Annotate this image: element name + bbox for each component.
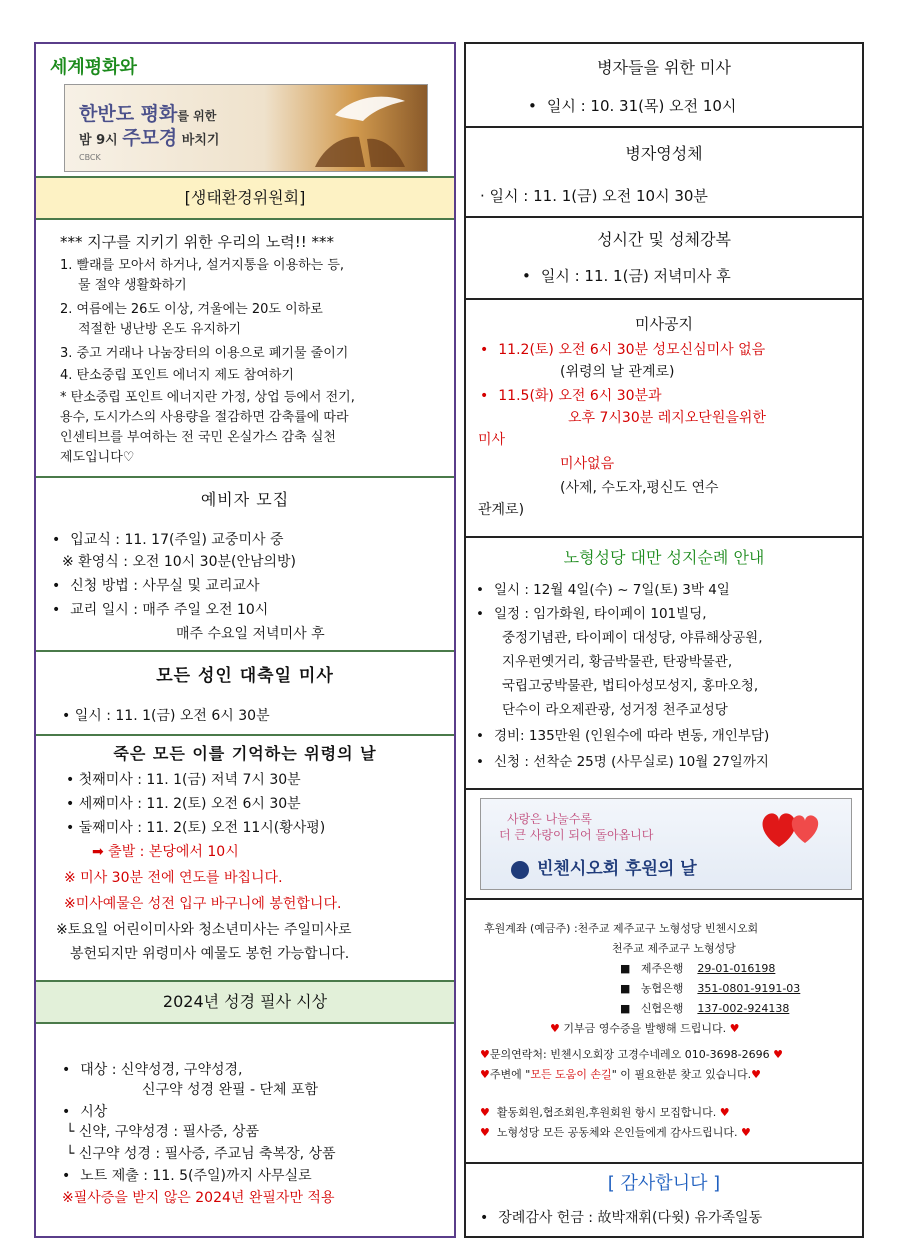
donation-account-holder: 후원계좌 (예금주) :천주교 제주교구 노형성당 빈첸시오회	[484, 922, 759, 935]
eco-item-1b: 물 절약 생활화하기	[78, 278, 187, 293]
alldead-note-4: 봉헌되지만 위령미사 예물도 봉헌 가능합니다.	[70, 946, 350, 962]
alldead-first-mass: • 첫째미사 : 11. 1(금) 저녁 7시 30분	[66, 772, 301, 788]
pilgrimage-cost: • 경비: 135만원 (인원수에 따라 변동, 개인부담)	[476, 726, 769, 746]
banner-time: 밤 9시	[79, 133, 123, 148]
hearts-icon	[757, 807, 827, 851]
donation-bank-1: ■ 제주은행 29-01-016198	[620, 962, 776, 975]
eco-note-2: 용수, 도시가스의 사용량을 절감하면 감축률에 따라	[60, 410, 349, 425]
alldead-section	[36, 736, 454, 982]
eco-section	[36, 220, 454, 478]
pilgrimage-dates: • 일시 : 12월 4일(수) ~ 7일(토) 3박 4일	[476, 580, 730, 600]
heart-icon: ♥	[480, 1048, 490, 1061]
alldead-third-mass: • 세째미사 : 11. 2(토) 오전 6시 30분	[66, 796, 301, 812]
heart-icon: ♥	[773, 1048, 784, 1061]
thanks-funeral: • 장례감사 헌금 : 故박재휘(다윗) 유가족일동	[480, 1208, 762, 1228]
pilgrimage-itinerary-4: 국립고궁박물관, 법티아성모성지, 홍마오청,	[502, 678, 759, 694]
heart-icon: ♥	[550, 1022, 560, 1035]
pilgrimage-apply: • 신청 : 선착순 25명 (사무실로) 10월 27일까지	[476, 752, 769, 772]
donation-receipt	[550, 1020, 740, 1038]
eco-header-band	[36, 178, 454, 220]
heart-icon: ♥	[480, 1106, 490, 1119]
thanks-section	[466, 1164, 862, 1236]
catechumen-title: 예비자 모집	[200, 490, 290, 509]
notice-line-2: (위령의 날 관계로)	[560, 364, 675, 380]
eco-title: *** 지구를 지키기 위한 우리의 노력!! ***	[60, 233, 335, 251]
allsaints-title: 모든 성인 대축일 미사	[156, 666, 334, 686]
alldead-note-3: ※토요일 어린이미사와 청소년미사는 주일미사로	[56, 922, 352, 938]
bible-target-2: 신구약 성경 완필 - 단체 포함	[142, 1082, 319, 1098]
banner-peace-suffix: 를 위한	[177, 109, 217, 123]
notice-line-5: 미사	[478, 432, 506, 448]
bible-note: ※필사증을 받지 않은 2024년 완필자만 적용	[62, 1190, 335, 1206]
peace-section	[36, 44, 454, 178]
vincent-banner-line1: 사랑은 나눌수록	[507, 812, 592, 826]
banner-prayer: 주모경	[122, 127, 178, 149]
contact-text: 문의연락처: 빈첸시오회장 고경수네레오 010-3698-2696	[489, 1048, 770, 1061]
dove-hands-icon	[295, 91, 415, 167]
notice-line-4: 오후 7시30분 레지오단원을위한	[568, 410, 766, 426]
sick-mass-section	[466, 44, 862, 128]
members-text: 활동회원,협조회원,후원회원 항시 모집합니다.	[496, 1106, 717, 1119]
peace-banner	[64, 84, 428, 172]
help-text-c: " 이 필요한분 찾고 있습니다.	[611, 1068, 752, 1081]
mass-notice-title: 미사공지	[635, 315, 693, 333]
vincent-banner-section	[466, 790, 862, 900]
bible-header-band	[36, 982, 454, 1024]
eco-note-1: * 탄소중립 포인트 에너지란 가정, 상업 등에서 전기,	[60, 390, 355, 405]
catechumen-welcome: ※ 환영식 : 오전 10시 30분(안남의방)	[62, 554, 297, 570]
help-text-a: 주변에 "	[489, 1068, 531, 1081]
donation-bank-3: ■ 신협은행 137-002-924138	[620, 1002, 790, 1015]
notice-line-3: • 11.5(화) 오전 6시 30분과	[480, 386, 662, 406]
heart-icon: ♥	[719, 1106, 730, 1119]
bank-3-number: 137-002-924138	[697, 1002, 790, 1015]
left-column	[34, 42, 456, 1238]
sick-mass-title: 병자들을 위한 미사	[597, 58, 731, 77]
thanks-title: [ 감사합니다 ]	[607, 1173, 721, 1194]
pilgrimage-itinerary-2: 중정기념관, 타이페이 대성당, 야류해상공원,	[502, 630, 763, 646]
bank-1-name: 제주은행	[640, 962, 684, 975]
pilgrimage-itinerary: • 일정 : 임가화원, 타이페이 101빌딩,	[476, 604, 707, 624]
eco-item-3: 3. 중고 거래나 나눔장터의 이용으로 폐기물 줄이기	[60, 346, 349, 361]
catechumen-section	[36, 478, 454, 652]
catechumen-apply: • 신청 방법 : 사무실 및 교리교사	[52, 576, 260, 596]
allsaints-section	[36, 652, 454, 736]
heart-icon: ♥	[751, 1068, 761, 1081]
sick-communion-title: 병자영성체	[625, 144, 703, 163]
donation-bank-2: ■ 농협은행 351-0801-9191-03	[620, 982, 801, 995]
heart-icon: ♥	[741, 1126, 751, 1139]
help-text-b: 모든 도움이 손길	[530, 1068, 612, 1081]
eco-item-2b: 적절한 냉난방 온도 유지하기	[78, 322, 242, 337]
bible-target: • 대상 : 신약성경, 구약성경,	[62, 1060, 242, 1080]
allsaints-time: • 일시 : 11. 1(금) 오전 6시 30분	[62, 708, 270, 724]
receipt-text: 기부금 영수증을 발행해 드립니다.	[563, 1022, 727, 1035]
eco-item-2: 2. 여름에는 26도 이상, 겨울에는 20도 이하로	[60, 302, 323, 317]
vincent-logo-icon	[511, 861, 529, 879]
pilgrimage-title: 노형성당 대만 성지순례 안내	[563, 548, 765, 567]
heart-icon: ♥	[480, 1068, 490, 1081]
notice-line-7: (사제, 수도자,평신도 연수	[560, 480, 719, 496]
right-column	[464, 42, 864, 1238]
sick-mass-time: • 일시 : 10. 31(목) 오전 10시	[528, 96, 736, 116]
notice-line-1: • 11.2(토) 오전 6시 30분 성모신심미사 없음	[480, 340, 765, 360]
donation-help	[480, 1066, 761, 1084]
donation-members	[480, 1104, 730, 1122]
banner-peace-text: 한반도 평화	[79, 103, 178, 125]
bible-submit: • 노트 제출 : 11. 5(주일)까지 사무실로	[62, 1166, 312, 1186]
alldead-departure: ➡ 출발 : 본당에서 10시	[92, 844, 239, 860]
catechumen-class-time-2: 매주 수요일 저녁미사 후	[176, 626, 325, 642]
vincent-banner-line2: 더 큰 사랑이 되어 돌아옵니다	[499, 828, 654, 842]
bible-section	[36, 1024, 454, 1236]
alldead-note-1: ※ 미사 30분 전에 연도를 바칩니다.	[64, 870, 283, 886]
pilgrimage-itinerary-3: 지우펀옛거리, 황금박물관, 탄광박물관,	[502, 654, 733, 670]
thanks-all-text: 노형성당 모든 공동체와 은인들에게 감사드립니다.	[496, 1126, 738, 1139]
bank-2-number: 351-0801-9191-03	[697, 982, 801, 995]
bank-3-name: 신협은행	[640, 1002, 684, 1015]
mass-notice-section	[466, 300, 862, 538]
sick-communion-time: · 일시 : 11. 1(금) 오전 10시 30분	[480, 187, 708, 205]
bible-award-2: └ 신구약 성경 : 필사증, 주교님 축복장, 상품	[66, 1146, 336, 1162]
donation-section	[466, 900, 862, 1164]
eco-note-4: 제도입니다♡	[60, 450, 135, 465]
donation-thanks	[480, 1124, 751, 1142]
notice-line-6: 미사없음	[560, 456, 615, 472]
catechumen-class-time: • 교리 일시 : 매주 주일 오전 10시	[52, 600, 268, 620]
vincent-banner	[480, 798, 852, 890]
notice-line-8: 관계로)	[478, 502, 525, 518]
cbck-logo: CBCK	[79, 153, 101, 162]
vincent-banner-line3: 빈첸시오회 후원의 날	[537, 859, 697, 879]
eco-header: [생태환경위원회]	[184, 188, 306, 207]
peace-title: 세계평화와	[50, 57, 137, 78]
alldead-title: 죽은 모든 이를 기억하는 위령의 날	[113, 744, 377, 763]
bank-2-name: 농협은행	[640, 982, 684, 995]
adoration-time: • 일시 : 11. 1(금) 저녁미사 후	[522, 266, 731, 286]
heart-icon: ♥	[480, 1126, 490, 1139]
donation-contact	[480, 1046, 783, 1064]
eco-item-1: 1. 빨래를 모아서 하거나, 설거지통을 이용하는 등,	[60, 258, 345, 273]
banner-pray-suffix: 바치기	[177, 133, 220, 148]
catechumen-ceremony: • 입교식 : 11. 17(주일) 교중미사 중	[52, 530, 283, 550]
sick-communion-section	[466, 128, 862, 218]
alldead-note-2: ※미사예물은 성전 입구 바구니에 봉헌합니다.	[64, 896, 342, 912]
donation-account-holder-2: 천주교 제주교구 노형성당	[612, 942, 736, 955]
eco-item-4: 4. 탄소중립 포인트 에너지 제도 참여하기	[60, 368, 294, 383]
adoration-section	[466, 218, 862, 300]
pilgrimage-section	[466, 538, 862, 790]
heart-icon: ♥	[729, 1022, 740, 1035]
alldead-second-mass: • 둘째미사 : 11. 2(토) 오전 11시(황사평)	[66, 820, 326, 836]
eco-note-3: 인센티브를 부여하는 전 국민 온실가스 감축 실천	[60, 430, 336, 445]
bible-award: • 시상	[62, 1102, 107, 1122]
bible-award-1: └ 신약, 구약성경 : 필사증, 상품	[66, 1124, 260, 1140]
bank-1-number: 29-01-016198	[697, 962, 776, 975]
bible-header: 2024년 성경 필사 시상	[162, 992, 328, 1011]
pilgrimage-itinerary-5: 단수이 라오제관광, 성거정 천주교성당	[502, 702, 728, 718]
adoration-title: 성시간 및 성체강복	[597, 230, 731, 249]
